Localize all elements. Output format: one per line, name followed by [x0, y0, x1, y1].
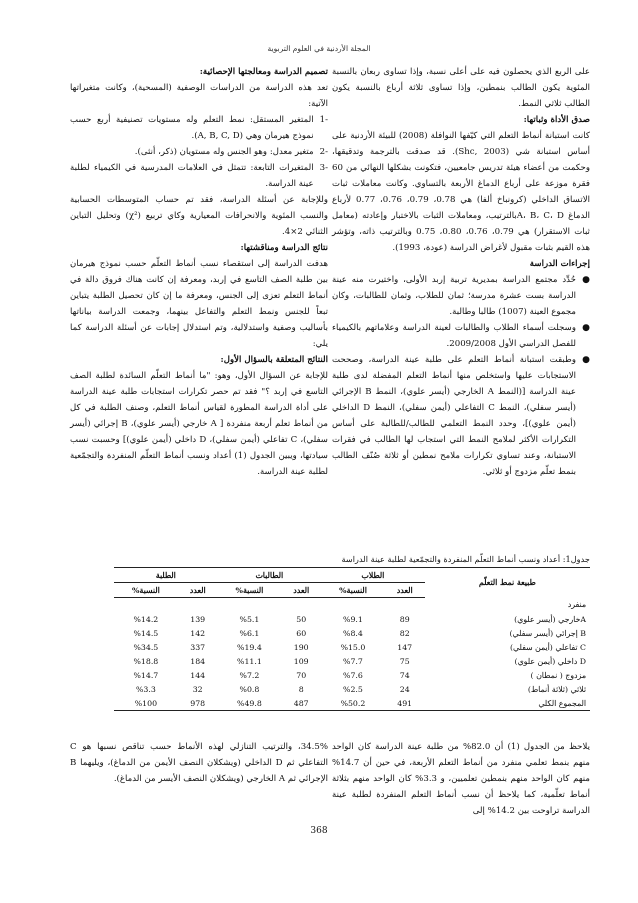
- page-number: 368: [310, 826, 328, 836]
- table-cell: 60: [296, 628, 307, 638]
- table-row: [114, 696, 590, 711]
- row-label: مزدوج ( نمطان ): [530, 670, 586, 680]
- group-header: الطالبات: [218, 568, 322, 583]
- right-column: [332, 64, 590, 480]
- table-cell: %8.4: [343, 628, 363, 638]
- table-cell: 50: [296, 614, 307, 624]
- paragraph: هدفت الدراسة إلى استقصاء نسب أنماط التعلّم حسب نموذج هيرمان بين طلبة الصف التاسع في إربد، ومعرفة إن كانت هناك فروق دالة في أنماط التعلم تعزى إلى الجنس، ومعرفة ما إن كان تحصيل الطلبة يتباين تبعاً للجنس ونمط التعلم والتفاعل بينهما، وجمعت الدراسة بياناتها بأساليب وصفية واستدلالية، وتم استدلال إجابات عن أسئلة الدراسة كما يلي:: [70, 259, 328, 349]
- table-cell: %6.1: [239, 628, 260, 638]
- table-row: [114, 682, 590, 696]
- table-cell: %5.1: [239, 614, 260, 624]
- row-label: Aخارجي (أيسر علوي): [514, 614, 586, 624]
- learning-styles-table: [114, 567, 590, 711]
- paragraph: على الربع الذي يحصلون فيه على أعلى نسبة، وإذا تساوى ربعان بالنسبة المئوية يكون الطالب بنمطين، وإذا تساوى ثلاثة أرباع بالنسبة يكون الطالب ثلاثي النمط.: [332, 67, 590, 109]
- table-cell: %14.2: [133, 614, 159, 624]
- table-row: [114, 654, 590, 668]
- table-cell: %7.2: [239, 670, 260, 680]
- column-header: العدد: [178, 583, 218, 598]
- table-row: [114, 598, 590, 613]
- table-row: [114, 668, 590, 682]
- group-header: الطلبة: [114, 568, 218, 583]
- table-cell: 487: [281, 696, 321, 711]
- list-item: [332, 320, 590, 352]
- table-cell: 74: [399, 670, 410, 680]
- table-cell: 142: [190, 628, 206, 638]
- list-item: [332, 272, 590, 320]
- table-cell: 184: [190, 656, 206, 666]
- procedure-list: [332, 272, 590, 480]
- column-header: العدد: [385, 583, 425, 598]
- row-label: D داخلي (أيمن علوي): [514, 656, 586, 666]
- table-cell: %7.7: [343, 656, 363, 666]
- table-cell: %19.4: [237, 642, 262, 652]
- table-cell: 75: [399, 656, 410, 666]
- section-heading: النتائج المتعلقة بالسؤال الأول:: [220, 355, 328, 365]
- left-column: [70, 64, 328, 480]
- table-cell: %15.0: [340, 642, 366, 652]
- column-header: النسبة%: [114, 583, 178, 598]
- paragraph: كانت استبانة أنماط التعلم التي كيّفها النوافلة (2008) للبيئة الأردنية على أساس استبانة شي (Shc, 2003). قد صدقت بالترجمة وتدقيقها، وحكمت من أعضاء هيئة تدريس جامعيين، فتكونت بشكلها النهائي من 60 فقرة موزعة على أرباع الدماغ الأربعة بالتساوي. وكانت معاملات ثبات الاتساق الداخلي (كرونباخ ألفا) هي 0.78، 0.79، 0.76، 0.77 لأرباع الدماغ A، B، C، Dبالترتيب، ومعاملات الثبات بالاختبار وإعادته (معامل ثبات الاستقرار) هي 0.79، 0.76، 0.80، 0.75 وبالترتيب ذاته، وتؤشر هذه القيم بثبات مقبول لأغراض الدراسة (عودة، 1993).: [332, 131, 591, 253]
- column-header: العدد: [281, 583, 321, 598]
- item-text: المتغير المستقل: نمط التعلم وله مستويات تصنيفية أربع حسب نموذج هيرمان وهي (A, B, C, D).: [70, 115, 314, 141]
- journal-header: المجلة الأردنية في العلوم التربوية: [267, 44, 371, 53]
- row-label: B إجرائي (أيسر سفلي): [509, 628, 586, 638]
- list-item: [332, 352, 590, 480]
- row-label: C تفاعلي (أيمن سفلي): [509, 642, 586, 652]
- paragraph: 34.5%، والترتيب التنازلي لهذه الأنماط حسب تناقص نسبها هو C التفاعلي ثم D الداخلي (ويشكلان النصف الأيمن من الدماغ)، ويليهما B الإجرائي ثم A الخارجي (ويشكلان النصف الأيسر من الدماغ).: [70, 742, 328, 784]
- bullet-icon: ●: [582, 323, 590, 333]
- table-cell: 147: [397, 642, 413, 652]
- column-header: النسبة%: [321, 583, 385, 598]
- table-row: [114, 612, 590, 626]
- table-cell: 24: [399, 684, 410, 694]
- table-cell: %50.2: [321, 696, 385, 711]
- list-item-text: وسجلت أسماء الطلاب والطالبات لعينة الدراسة وعلاماتهم بالكيمياء للفصل الدراسي الأول 2009/2008.: [332, 323, 576, 349]
- table-cell: 337: [190, 642, 206, 652]
- paragraph: وللإجابة عن أسئلة الدراسة، فقد تم حساب المتوسطات الحسابية والنسب المئوية والانحرافات المعيارية وكاي تربيع (χ²) وتحليل التباين الثنائي 2×4.: [70, 195, 328, 237]
- list-item-text: وطبقت استبانة أنماط التعلم على طلبة عينة الدراسة، وصححت الاستجابات عليها واستخلص منها أنماط التعلم المفضلة لدى طلبة عينة الدراسة [(النمط A الخارجي (أيسر علوي)، النمط B الإجرائي (أيسر سفلي)، النمط C التفاعلي (أيمن سفلي)، النمط D الداخلي (أيمن علوي)]، وحدد النمط التعلمي للطالب/للطالبة على أساس التكرارات الأكثر لملامح النمط التي استجاب لها الطالب في فقرات الاستبانة، وعند تساوي تكرارات ملامح نمطين أو ثلاثة صُنّف الطالب بنمط تعلّم مزدوج أو ثلاثي.: [332, 355, 576, 477]
- section-heading: نتائج الدراسة ومناقشتها:: [240, 243, 328, 253]
- table-cell: %7.6: [343, 670, 363, 680]
- section-heading: إجراءات الدراسة: [529, 259, 590, 269]
- table-cell: 32: [192, 684, 203, 694]
- column-header: النسبة%: [218, 583, 282, 598]
- table-cell: %2.5: [343, 684, 363, 694]
- item-text: المتغيرات التابعة: تتمثل في العلامات المدرسية في الكيمياء لطلبة عينة الدراسة.: [70, 163, 314, 189]
- group-header: الطلاب: [321, 568, 425, 583]
- list-item-text: حُدِّد مجتمع الدراسة بمديرية تربية إربد الأولى، واختيرت منه عينة الدراسة بست عشرة مدرسة؛ ثمان للطلاب، وثمان للطالبات، وكان مجموع العينة (1007) طالبا وطالبة.: [332, 275, 576, 317]
- bullet-icon: ●: [582, 275, 590, 285]
- table-cell: 109: [293, 656, 309, 666]
- table-cell: %100: [114, 696, 178, 711]
- stub-header: طبيعة نمط التعلّم: [425, 568, 590, 598]
- table-cell: 144: [190, 670, 206, 680]
- table-cell: %0.8: [239, 684, 260, 694]
- table-row: [114, 626, 590, 640]
- table-cell: %18.8: [133, 656, 159, 666]
- table-cell: 89: [399, 614, 410, 624]
- numbered-item: [70, 160, 328, 192]
- table-cell: 978: [178, 696, 218, 711]
- item-number: -1: [319, 115, 328, 125]
- table-row: [114, 640, 590, 654]
- table-cell: 139: [190, 614, 206, 624]
- table-cell: 70: [296, 670, 307, 680]
- paragraph: تعد هذه الدراسة من الدراسات الوصفية (المسحية)، وكانت متغيراتها الآتية:: [70, 83, 328, 109]
- table-cell: 82: [399, 628, 410, 638]
- paragraph: يلاحظ من الجدول (1) أن 82.0% من طلبة عينة الدراسة كان الواحد منهم بنمط تعلمي منفرد من أنماط التعلم الأربعة، في حين أن 14.7% منهم كان الواحد منهم بنمطين تعلميين، و 3.3% كان الواحد منهم بثلاثة أنماط تعلّمية، كما يلاحظ أن نسب أنماط التعلم المنفردة لطلبة عينة الدراسة تراوحت بين 14.2% إلى: [332, 742, 590, 816]
- table-cell: %14.7: [133, 670, 159, 680]
- section-label: منفرد: [567, 600, 586, 610]
- table-cell: %34.5: [133, 642, 159, 652]
- table-cell: %49.8: [218, 696, 282, 711]
- paragraph: للإجابة عن السؤال الأول، وهو: "ما أنماط التعلّم السائدة لطلبة الصف التاسع في إربد ؟" فقد تم حصر تكرارات استجابات طلبة عينة الدراسة على أداة الدراسة المطورة لقياس أنماط التعلم، وصنف الطلبة في كل من أنماط تعلم أربعة منفردة [ A خارجي (أيسر علوي)، B إجرائي (أيسر سفلي)، C تفاعلي (أيمن سفلي)، D داخلي (أيمن علوي)] وحسبت نسب سيادتها، ويبين الجدول (1) أعداد ونسب أنماط التعلّم المنفردة والتجمّعية لطلبة عينة الدراسة.: [70, 371, 329, 477]
- row-label: ثلاثي (ثلاثة أنماط): [527, 684, 586, 694]
- section-heading: صدق الأداة وثباتها:: [523, 115, 590, 125]
- row-label: المجموع الكلي: [425, 696, 590, 711]
- table-cell: %11.1: [237, 656, 262, 666]
- numbered-item: [70, 112, 328, 144]
- table-cell: %9.1: [343, 614, 363, 624]
- section-heading: تصميم الدراسة ومعالجتها الإحصائية:: [199, 67, 328, 77]
- table-cell: 8: [298, 684, 304, 694]
- numbered-item: [70, 144, 328, 160]
- table-cell: %3.3: [135, 684, 156, 694]
- item-number: -3: [319, 163, 328, 173]
- table-caption: جدول1: أعداد ونسب أنماط التعلّم المنفردة والتجمّعية لطلبة عينة الدراسة: [341, 554, 590, 564]
- table-cell: 491: [385, 696, 425, 711]
- table-cell: 190: [293, 642, 309, 652]
- bullet-icon: ●: [582, 355, 590, 365]
- item-text: متغير معدل: وهو الجنس وله مستويان (ذكر، أنثى).: [134, 147, 314, 157]
- table-cell: %14.5: [133, 628, 159, 638]
- item-number: -2: [319, 147, 328, 157]
